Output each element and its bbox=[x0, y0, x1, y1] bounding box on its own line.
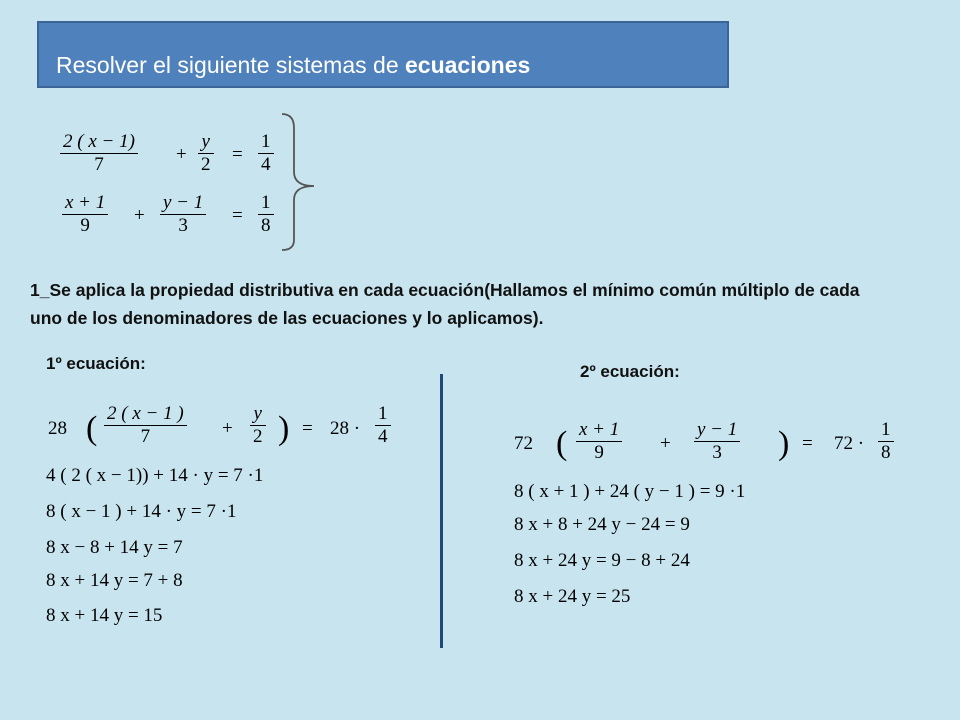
multiplier: 28 bbox=[48, 418, 67, 439]
step-1-text: 1_Se aplica la propiedad distributiva en cada ecuación(Hallamos el mínimo común múltiplo de cada uno de los denominadores de las ecuaciones y lo aplicamos). bbox=[30, 280, 860, 328]
left-heading: 1º ecuación: bbox=[46, 354, 146, 373]
brace-icon bbox=[280, 112, 330, 252]
plus-sign: + bbox=[222, 418, 233, 439]
page-title: Resolver el siguiente sistemas de ecuaciones bbox=[56, 52, 531, 78]
eq2-fraction-2: $\frac{y - 1}{3}$ bbox=[160, 192, 206, 237]
left-line-3: 8 x − 8 + 14 y = 7 bbox=[46, 537, 183, 558]
left-line-4: 8 x + 14 y = 7 + 8 bbox=[46, 570, 183, 591]
close-paren: ) bbox=[278, 410, 290, 447]
fraction: $\frac{2 ( x - 1 )}{7}$ bbox=[104, 403, 187, 448]
open-paren: ( bbox=[556, 425, 568, 462]
plus-sign: + bbox=[660, 433, 671, 454]
plus-sign: + bbox=[176, 144, 187, 165]
left-line-1: 4 ( 2 ( x − 1)) + 14 · y = 7 ·1 bbox=[46, 465, 264, 486]
fraction: $\frac{y}{2}$ bbox=[250, 403, 266, 448]
equals-sign: = bbox=[802, 433, 813, 454]
multiplier: 72 bbox=[514, 433, 533, 454]
right-line-1: 8 ( x + 1 ) + 24 ( y − 1 ) = 9 ·1 bbox=[514, 481, 746, 502]
right-heading: 2º ecuación: bbox=[580, 362, 680, 381]
equals-sign: = bbox=[232, 205, 243, 226]
equals-sign: = bbox=[302, 418, 313, 439]
equals-sign: = bbox=[232, 144, 243, 165]
column-divider bbox=[440, 374, 443, 648]
eq1-result-fraction: $\frac{1}{4}$ bbox=[258, 131, 274, 176]
fraction: $\frac{y - 1}{3}$ bbox=[694, 419, 740, 464]
eq2-result-fraction: $\frac{1}{8}$ bbox=[258, 192, 274, 237]
eq2-fraction-1: $\frac{x + 1}{9}$ bbox=[62, 192, 108, 237]
plus-sign: + bbox=[134, 205, 145, 226]
right-line-3: 8 x + 24 y = 9 − 8 + 24 bbox=[514, 550, 690, 571]
eq1-fraction-2: $\frac{y}{2}$ bbox=[198, 131, 214, 176]
multiplier: 28 · bbox=[330, 418, 361, 439]
open-paren: ( bbox=[86, 410, 98, 447]
multiplier: 72 · bbox=[834, 433, 865, 454]
fraction: $\frac{1}{8}$ bbox=[878, 419, 894, 464]
left-line-2: 8 ( x − 1 ) + 14 · y = 7 ·1 bbox=[46, 501, 237, 522]
fraction: $\frac{x + 1}{9}$ bbox=[576, 419, 622, 464]
right-line-2: 8 x + 8 + 24 y − 24 = 9 bbox=[514, 514, 690, 535]
right-line-4: 8 x + 24 y = 25 bbox=[514, 586, 631, 607]
left-line-5: 8 x + 14 y = 15 bbox=[46, 605, 163, 626]
fraction: $\frac{1}{4}$ bbox=[375, 403, 391, 448]
eq1-fraction-1: $\frac{2 ( x - 1)}{7}$ bbox=[60, 131, 138, 176]
close-paren: ) bbox=[778, 425, 790, 462]
